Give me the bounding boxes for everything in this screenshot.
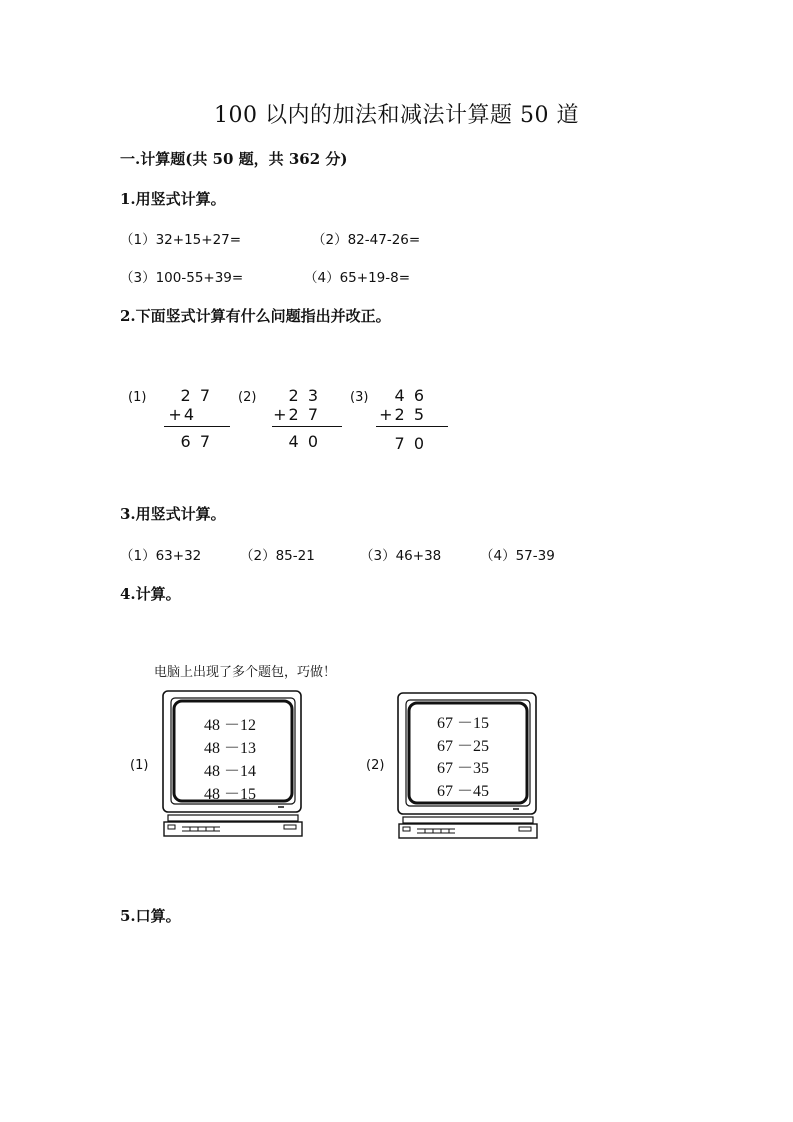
- q3-item-1: （1）63+32: [120, 548, 202, 564]
- problem-label: (3): [350, 390, 369, 405]
- monitor-label-2: (2): [366, 758, 385, 773]
- problem-addend: +4: [168, 405, 196, 424]
- problem-addend: +2 5: [379, 405, 426, 424]
- screen-line: 48 －15: [204, 786, 257, 803]
- screen-line: 67 －25: [437, 738, 490, 755]
- monitor-label-1: (1): [130, 758, 149, 773]
- question-1-heading: 1.用竖式计算。: [120, 190, 226, 208]
- problem-label: (1): [128, 390, 147, 405]
- sum-line: [272, 426, 342, 427]
- screen-line: 67 －45: [437, 783, 490, 800]
- question-4-heading: 4.计算。: [120, 585, 181, 603]
- q1-item-3: （3）100-55+39=: [120, 270, 244, 286]
- question-2-heading: 2.下面竖式计算有什么问题指出并改正。: [120, 307, 391, 325]
- problem-result: 7 0: [394, 434, 426, 453]
- q3-item-4: （4）57-39: [480, 548, 555, 564]
- q1-item-1: （1）32+15+27=: [120, 232, 242, 248]
- problem-result: 6 7: [180, 432, 212, 451]
- screen-line: 67 －35: [437, 760, 490, 777]
- figure-caption: 电脑上出现了多个题包，巧做！: [154, 665, 337, 680]
- sum-line: [164, 426, 230, 427]
- question-3-heading: 3.用竖式计算。: [120, 505, 226, 523]
- screen-line: 48 －13: [204, 740, 257, 757]
- q1-item-4: （4）65+19-8=: [304, 270, 411, 286]
- question-5-heading: 5.口算。: [120, 907, 181, 925]
- screen-line: 48 －12: [204, 717, 257, 734]
- problem-label: (2): [238, 390, 257, 405]
- screen-line: 48 －14: [204, 763, 257, 780]
- q3-item-2: （2）85-21: [240, 548, 315, 564]
- page-title: 100 以内的加法和减法计算题 50 道: [214, 103, 579, 128]
- screen-line: 67 －15: [437, 715, 490, 732]
- problem-top-number: 2 7: [180, 386, 212, 405]
- sum-line: [376, 426, 448, 427]
- problem-top-number: 4 6: [394, 386, 426, 405]
- section-heading: 一.计算题(共 50 题，共 362 分): [120, 150, 348, 168]
- problem-result: 4 0: [288, 432, 320, 451]
- problem-top-number: 2 3: [288, 386, 320, 405]
- q1-item-2: （2）82-47-26=: [312, 232, 421, 248]
- q3-item-3: （3）46+38: [360, 548, 442, 564]
- problem-addend: +2 7: [273, 405, 320, 424]
